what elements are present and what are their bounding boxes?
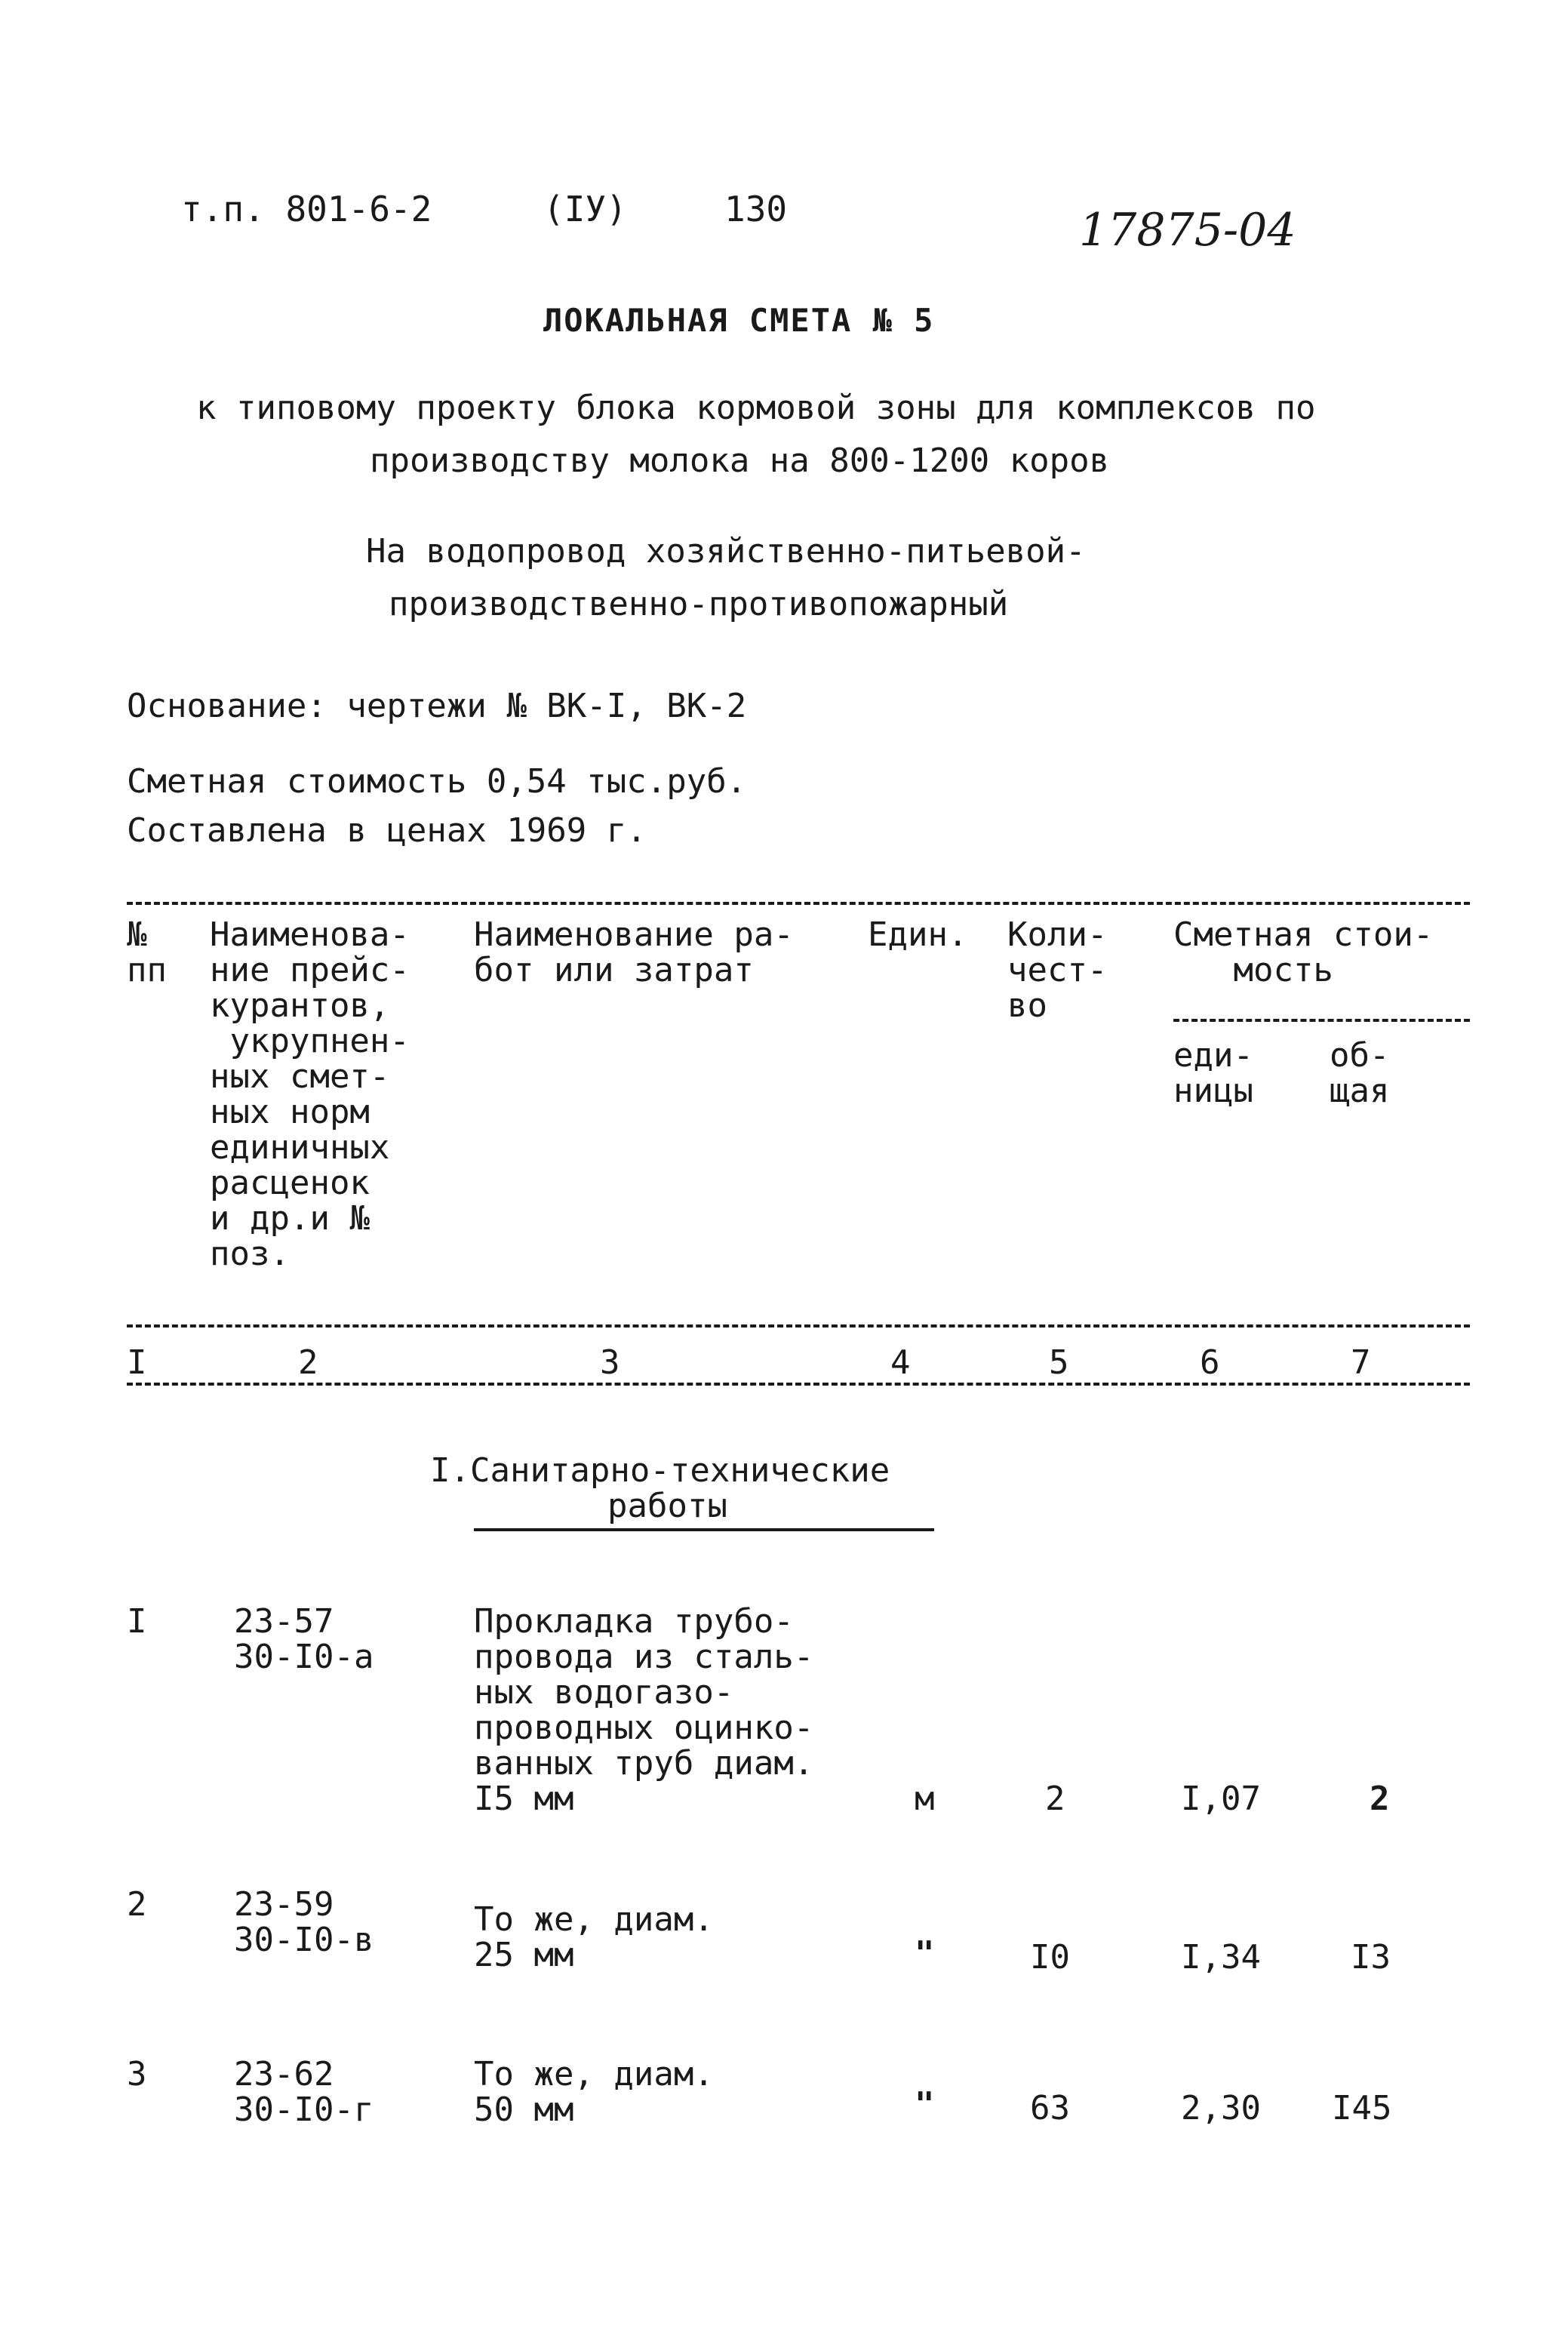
column-number-2: 2 [298,1343,318,1382]
row-3-work-name: То же, диам. 50 мм [474,2055,714,2129]
object-line-1: На водопровод хозяйственно-питьевой- [366,532,1086,571]
row-2-number: 2 [127,1885,147,1924]
row-1-work-name: Прокладка трубо- провода из сталь- ных водогазо- проводных оцинко- ванных труб диам. I5 мм [474,1602,814,1818]
section-title-line-2: работы [607,1487,727,1525]
column-number-5: 5 [1049,1343,1069,1382]
column-number-6: 6 [1200,1343,1220,1382]
column-number-3: 3 [600,1343,620,1382]
page-number: 130 [724,189,788,229]
row-2-unit-cost: I,34 [1181,1938,1261,1977]
column-number-7: 7 [1351,1343,1371,1382]
row-3-number: 3 [127,2055,147,2094]
header-col-estimated-cost: Сметная стои- мость [1173,915,1434,989]
table-top-line [127,902,1470,905]
column-number-1: I [127,1343,147,1382]
row-1-quantity: 2 [1045,1780,1065,1818]
header-col-pricelist: Наименова- ние прейс- курантов, укрупнен- ных смет- ных норм единичных расценок и др.и № поз. [210,915,410,1273]
section-title-line-1: I.Санитарно-технические [430,1451,890,1490]
row-1-total: 2 [1370,1780,1390,1818]
row-3-quantity: 63 [1030,2089,1070,2127]
row-2-unit: " [915,1934,935,1973]
row-3-unit-cost: 2,30 [1181,2089,1261,2127]
object-line-2: производственно-противопожарный [389,585,1009,623]
row-3-code: 23-62 30-I0-г [234,2055,374,2129]
row-2-work-name: То же, диам. 25 мм [474,1900,714,1974]
header-col-unit: Един. [868,915,968,954]
document-title: ЛОКАЛЬНАЯ СМЕТА № 5 [543,302,935,339]
column-number-4: 4 [890,1343,911,1382]
subtitle-line-1: к типовому проекту блока кормовой зоны для комплексов по [196,389,1316,427]
row-1-unit-cost: I,07 [1181,1780,1261,1818]
estimated-cost-text: Сметная стоимость 0,54 тыс.руб. [127,762,747,801]
row-1-number: I [127,1602,147,1641]
column-numbers-line [127,1383,1470,1386]
header-col-number: № пп [127,915,167,989]
document-code: т.п. 801-6-2 [181,189,432,229]
row-1-code: 23-57 30-I0-а [234,1602,374,1676]
header-col-work-name: Наименование ра- бот или затрат [474,915,794,989]
row-2-total: I3 [1351,1938,1391,1977]
header-subdivider-line [1173,1019,1470,1022]
volume-number: (IУ) [543,189,627,229]
row-3-total: I45 [1332,2089,1392,2127]
section-title-underline [474,1528,934,1531]
header-bottom-line [127,1324,1470,1327]
row-3-unit: " [915,2085,935,2124]
row-2-quantity: I0 [1030,1938,1070,1977]
handwritten-number: 17875-04 [1079,204,1296,257]
basis-text: Основание: чертежи № ВК-I, ВК-2 [127,687,747,725]
row-1-unit: м [915,1780,935,1818]
header-col-unit-cost: еди- ницы [1173,1036,1253,1110]
header-col-quantity: Коли- чест- во [1007,915,1108,1025]
header-col-total: об- щая [1330,1036,1390,1110]
price-level-text: Составлена в ценах 1969 г. [127,811,647,850]
row-2-code: 23-59 30-I0-в [234,1885,374,1959]
subtitle-line-2: производству молока на 800-1200 коров [370,441,1110,480]
